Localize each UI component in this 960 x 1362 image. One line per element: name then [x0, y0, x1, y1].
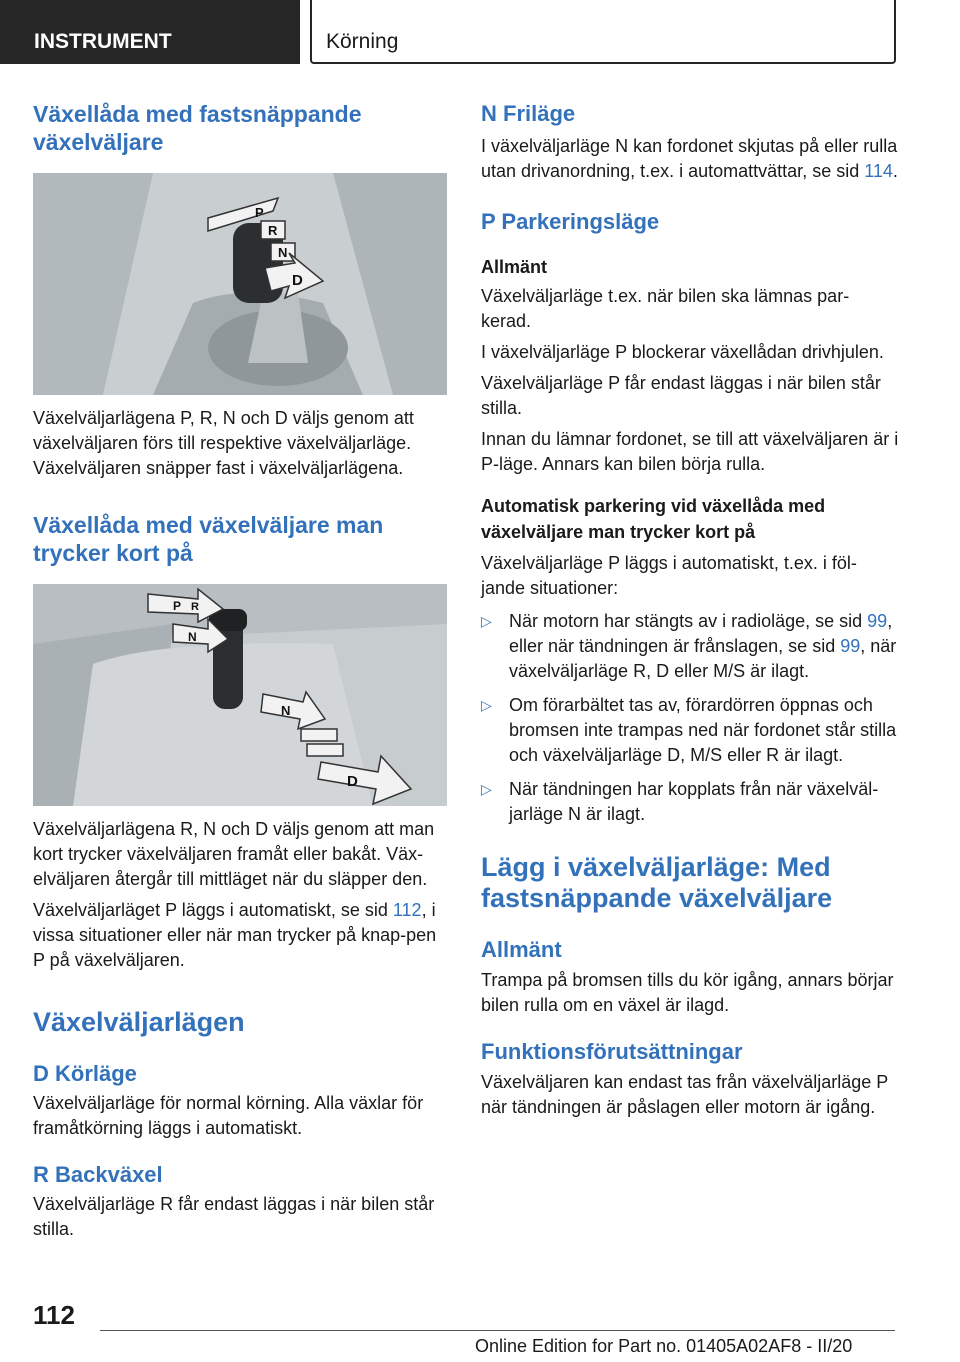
page-link-112[interactable]: 112	[392, 900, 422, 920]
heading-p-park: P Parkeringsläge	[481, 209, 660, 234]
list-item	[481, 777, 899, 827]
heading-selector-positions: Växelväljarlägen	[33, 1007, 245, 1037]
heading-fast-selector: Växellåda med fastsnäppande växelväljare	[33, 101, 362, 155]
heading-d-drive: D Körläge	[33, 1061, 137, 1086]
list-item	[481, 609, 899, 684]
push-lever-illustration	[33, 584, 447, 806]
para-r-reverse: Växelväljarläge R får endast läggas i när bilen står stilla.	[33, 1194, 435, 1239]
list-item	[481, 693, 899, 768]
para-n-neutral-b: .	[892, 161, 898, 181]
subheading-auto-park: Automatisk parkering vid växellåda med växelväljare man trycker kort på	[481, 496, 826, 542]
push-letter-d: D	[347, 773, 358, 790]
heading-r-reverse: R Backväxel	[33, 1162, 163, 1187]
gear-letter-p: P	[255, 205, 264, 220]
para-function-requirements: Växelväljaren kan endast tas från växelväljarläge P när tändningen är påslagen eller motorn är igång.	[481, 1072, 888, 1117]
para-push-selector-1: Växelväljarlägena R, N och D väljs genom att man kort trycker växelväljaren framåt eller bakåt. Väx-elväljaren återgår till mittläget när du släpper den.	[33, 819, 435, 889]
right-column	[481, 100, 899, 1120]
gear-selector-image-1	[33, 173, 447, 395]
push-letter-n: N	[281, 703, 291, 718]
para-auto-park: Växelväljarläge P läggs i automatiskt, t.ex. i föl-jande situationer:	[481, 553, 857, 598]
auto-park-list	[481, 609, 899, 827]
heading-push-selector: Växellåda med växelväljare man trycker kort på	[33, 512, 384, 566]
heading-function-requirements: Funktionsförutsättningar	[481, 1039, 743, 1064]
bullet-2: Om förarbältet tas av, förardörren öppnas och bromsen inte trampas ned när fordonet står stilla och växelväljarläge D, M/S eller R är ilagt.	[509, 695, 897, 765]
para-n-neutral-a: I växelväljarläge N kan fordonet skjutas på eller rulla utan drivanordning, t.ex. i automattvättar, se sid	[481, 136, 898, 181]
push-letter-r: R	[191, 601, 199, 613]
page-link-99-second[interactable]: 99	[840, 636, 861, 656]
section-tab: INSTRUMENT	[0, 0, 300, 64]
para-fast-selector: Växelväljarlägena P, R, N och D väljs genom att växelväljaren förs till respektive växelväljarläge. Växelväljaren snäpper fast i växelväljarlägena.	[33, 408, 414, 478]
bullet-1-b: , eller när tändningen är frånslagen, se sid	[509, 611, 893, 656]
para-push-selector-2-b: , i vissa situationer eller när man trycker på knap-pen P på växelväljaren.	[33, 900, 437, 970]
heading-general-2: Allmänt	[481, 937, 562, 962]
para-park-4: Innan du lämnar fordonet, se till att växelväljaren är i P-läge. Annars kan bilen börja rulla.	[481, 429, 899, 474]
left-column	[33, 100, 451, 1242]
bullet-1-c: , när växelväljarläge R, D eller M/S är ilagt.	[509, 636, 897, 681]
heading-engage-fast: Lägg i växelväljarläge: Med fastsnäppande växelväljare	[481, 852, 833, 913]
page-link-114[interactable]: 114	[864, 161, 893, 181]
triangle-bullet-icon: ▷	[481, 781, 492, 797]
page-link-99[interactable]: 99	[867, 611, 888, 631]
gear-selector-image-2	[33, 584, 447, 806]
page-number: 112	[33, 1300, 75, 1330]
para-park-2: I växelväljarläge P blockerar växellådan drivhjulen.	[481, 342, 884, 362]
para-push-selector-2	[33, 898, 451, 973]
gear-letter-d: D	[292, 272, 303, 289]
triangle-bullet-icon: ▷	[481, 613, 492, 629]
para-d-drive: Växelväljarläge för normal körning. Alla växlar för framåtkörning läggs i automatiskt.	[33, 1093, 424, 1138]
push-letter-p: P	[173, 599, 182, 613]
para-park-3: Växelväljarläge P får endast läggas i när bilen står stilla.	[481, 373, 881, 418]
heading-n-neutral: N Friläge	[481, 101, 576, 126]
chapter-tab: Körning	[310, 0, 896, 64]
para-n-neutral	[481, 134, 899, 184]
gear-letter-r: R	[268, 223, 278, 238]
gear-lever-illustration	[33, 173, 447, 395]
triangle-bullet-icon: ▷	[481, 697, 492, 713]
footer-edition: Online Edition for Part no. 01405A02AF8 - II/20	[475, 1336, 853, 1356]
bullet-3: När tändningen har kopplats från när växelväl-jarläge N är ilagt.	[509, 779, 879, 824]
page-header	[0, 0, 960, 66]
bullet-1-a: När motorn har stängts av i radioläge, se sid	[509, 611, 868, 631]
footer-divider	[100, 1330, 895, 1331]
para-general-2: Trampa på bromsen tills du kör igång, annars börjar bilen rulla om en växel är ilagd.	[481, 970, 894, 1015]
subheading-general: Allmänt	[481, 257, 548, 277]
para-push-selector-2-a: Växelväljarläget P läggs i automatiskt, se sid	[33, 900, 393, 920]
gear-letter-n: N	[278, 245, 288, 260]
push-letter-n-back: N	[188, 630, 197, 644]
para-park-1: Växelväljarläge t.ex. när bilen ska lämnas par-kerad.	[481, 286, 850, 331]
